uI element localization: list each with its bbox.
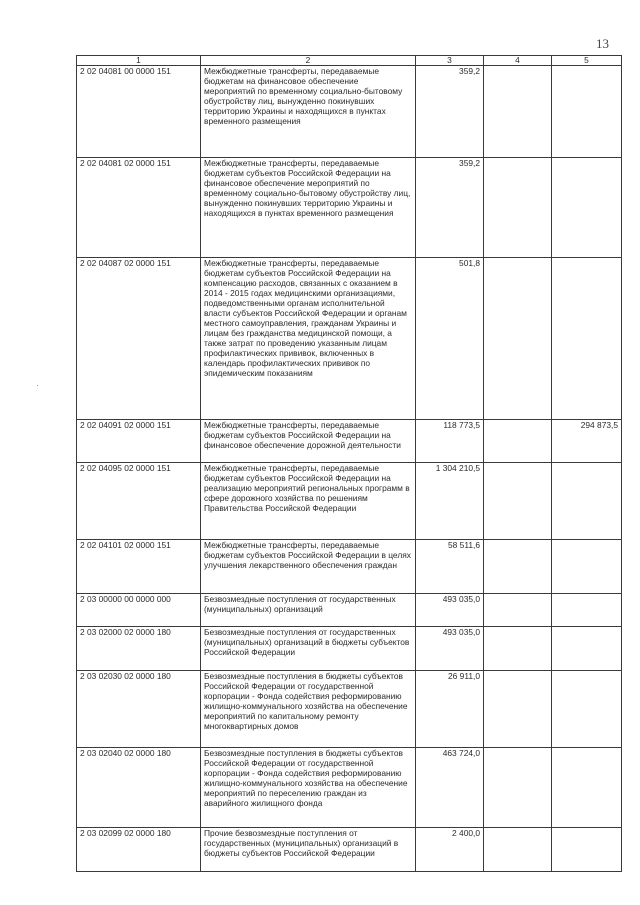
revenue-name-cell: Прочие безвозмездные поступления от государственных (муниципальных) организаций в бюджеты субъектов Российской Федерации bbox=[201, 828, 416, 872]
table-row bbox=[77, 258, 622, 420]
table-row bbox=[77, 748, 622, 828]
column-header-5: 5 bbox=[552, 56, 622, 66]
budget-code-cell: 2 03 02000 02 0000 180 bbox=[77, 627, 201, 671]
revenue-name-cell: Безвозмездные поступления от государственных (муниципальных) организаций в бюджеты субъектов Российской Федерации bbox=[201, 627, 416, 671]
table-row bbox=[77, 594, 622, 627]
column-header-2: 2 bbox=[201, 56, 416, 66]
amount-col4-cell bbox=[484, 671, 552, 748]
budget-code-cell: 2 02 04087 02 0000 151 bbox=[77, 258, 201, 420]
revenue-name-cell: Межбюджетные трансферты, передаваемые бюджетам субъектов Российской Федерации на финансовое обеспечение дорожной деятельности bbox=[201, 420, 416, 463]
budget-code-cell: 2 02 04081 00 0000 151 bbox=[77, 66, 201, 158]
amount-col5-cell bbox=[552, 748, 622, 828]
margin-mark: · bbox=[36, 380, 39, 390]
amount-col3-cell: 118 773,5 bbox=[416, 420, 484, 463]
amount-col4-cell bbox=[484, 748, 552, 828]
amount-col3-cell: 2 400,0 bbox=[416, 828, 484, 872]
revenue-name-cell: Межбюджетные трансферты, передаваемые бюджетам субъектов Российской Федерации на реализацию мероприятий региональных программ в сфере дорожного хозяйства по решениям Правительства Российской Федерации bbox=[201, 463, 416, 540]
amount-col3-cell: 493 035,0 bbox=[416, 594, 484, 627]
column-header-3: 3 bbox=[416, 56, 484, 66]
amount-col5-cell bbox=[552, 671, 622, 748]
budget-code-cell: 2 02 04091 02 0000 151 bbox=[77, 420, 201, 463]
table-row bbox=[77, 828, 622, 872]
table-row bbox=[77, 627, 622, 671]
amount-col4-cell bbox=[484, 540, 552, 594]
budget-code-cell: 2 02 04095 02 0000 151 bbox=[77, 463, 201, 540]
table-row bbox=[77, 540, 622, 594]
table-row bbox=[77, 671, 622, 748]
table-row bbox=[77, 158, 622, 258]
column-number-header-row bbox=[77, 56, 622, 66]
budget-code-cell: 2 03 00000 00 0000 000 bbox=[77, 594, 201, 627]
revenue-name-cell: Безвозмездные поступления в бюджеты субъектов Российской Федерации от государственной корпорации - Фонда содействия реформированию жилищно-коммунального хозяйства на обеспечение мероприятий по капитальному ремонту многоквартирных домов bbox=[201, 671, 416, 748]
column-header-4: 4 bbox=[484, 56, 552, 66]
page-number: 13 bbox=[596, 36, 609, 51]
table-row bbox=[77, 66, 622, 158]
amount-col5-cell bbox=[552, 463, 622, 540]
amount-col3-cell: 1 304 210,5 bbox=[416, 463, 484, 540]
revenue-name-cell: Межбюджетные трансферты, передаваемые бюджетам на финансовое обеспечение мероприятий по временному социально-бытовому обустройству лиц, вынужденно покинувших территорию Украины и находящихся в пунктах временного размещения bbox=[201, 66, 416, 158]
budget-code-cell: 2 02 04081 02 0000 151 bbox=[77, 158, 201, 258]
amount-col3-cell: 359,2 bbox=[416, 66, 484, 158]
amount-col3-cell: 26 911,0 bbox=[416, 671, 484, 748]
table-row bbox=[77, 463, 622, 540]
amount-col5-cell: 294 873,5 bbox=[552, 420, 622, 463]
amount-col4-cell bbox=[484, 627, 552, 671]
budget-code-cell: 2 03 02040 02 0000 180 bbox=[77, 748, 201, 828]
amount-col3-cell: 493 035,0 bbox=[416, 627, 484, 671]
budget-code-cell: 2 02 04101 02 0000 151 bbox=[77, 540, 201, 594]
budget-code-cell: 2 03 02030 02 0000 180 bbox=[77, 671, 201, 748]
amount-col3-cell: 501,8 bbox=[416, 258, 484, 420]
amount-col5-cell bbox=[552, 540, 622, 594]
revenue-name-cell: Безвозмездные поступления в бюджеты субъектов Российской Федерации от государственной корпорации - Фонда содействия реформированию жилищно-коммунального хозяйства на обеспечение мероприятий по переселению граждан из аварийного жилищного фонда bbox=[201, 748, 416, 828]
amount-col5-cell bbox=[552, 828, 622, 872]
budget-code-cell: 2 03 02099 02 0000 180 bbox=[77, 828, 201, 872]
amount-col3-cell: 359,2 bbox=[416, 158, 484, 258]
amount-col3-cell: 58 511,6 bbox=[416, 540, 484, 594]
amount-col5-cell bbox=[552, 66, 622, 158]
revenue-name-cell: Межбюджетные трансферты, передаваемые бюджетам субъектов Российской Федерации на компенсацию расходов, связанных с оказанием в 2014 - 2015 годах медицинскими организациями, подведомственными органам исполнительной власти субъектов Российской Федерации и органам местного самоуправления, гражданам Украины и лицам без гражданства медицинской помощи, а также затрат по проведению указанным лицам профилактических прививок, включенных в календарь профилактических прививок по эпидемическим показаниям bbox=[201, 258, 416, 420]
column-header-1: 1 bbox=[77, 56, 201, 66]
revenue-name-cell: Безвозмездные поступления от государственных (муниципальных) организаций bbox=[201, 594, 416, 627]
amount-col4-cell bbox=[484, 420, 552, 463]
amount-col5-cell bbox=[552, 627, 622, 671]
amount-col4-cell bbox=[484, 258, 552, 420]
amount-col3-cell: 463 724,0 bbox=[416, 748, 484, 828]
amount-col5-cell bbox=[552, 158, 622, 258]
revenue-name-cell: Межбюджетные трансферты, передаваемые бюджетам субъектов Российской Федерации в целях улучшения лекарственного обеспечения граждан bbox=[201, 540, 416, 594]
amount-col4-cell bbox=[484, 158, 552, 258]
amount-col4-cell bbox=[484, 463, 552, 540]
budget-revenue-table bbox=[76, 55, 622, 872]
amount-col4-cell bbox=[484, 828, 552, 872]
amount-col5-cell bbox=[552, 594, 622, 627]
table-row bbox=[77, 420, 622, 463]
amount-col4-cell bbox=[484, 66, 552, 158]
amount-col5-cell bbox=[552, 258, 622, 420]
revenue-name-cell: Межбюджетные трансферты, передаваемые бюджетам субъектов Российской Федерации на финансовое обеспечение мероприятий по временному социально-бытовому обустройству лиц, вынужденно покинувших территорию Украины и находящихся в пунктах временного размещения bbox=[201, 158, 416, 258]
amount-col4-cell bbox=[484, 594, 552, 627]
